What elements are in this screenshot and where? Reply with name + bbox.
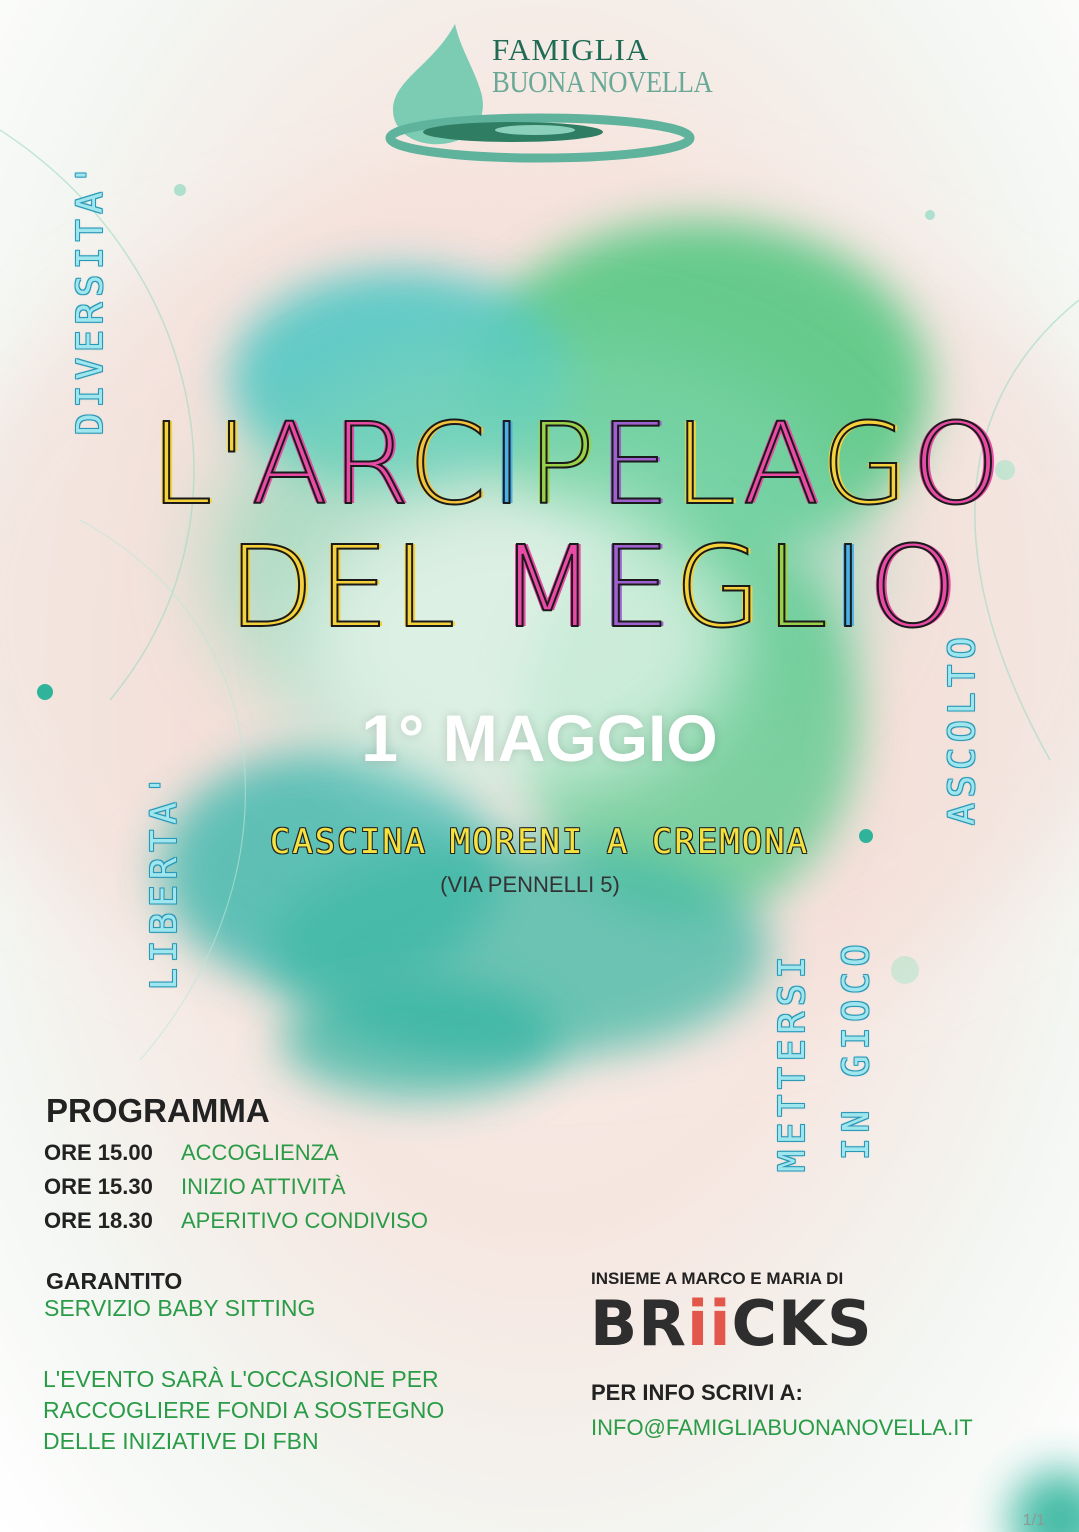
fundraising-line: DELLE INIZIATIVE DI FBN: [43, 1428, 319, 1454]
title-letter: P: [527, 400, 599, 530]
title-letter: C: [408, 400, 491, 530]
title-letter: L: [673, 400, 743, 530]
word-in-gioco: IN GIOCO: [836, 938, 877, 1160]
logo-text-buona-novella: BUONA NOVELLA: [492, 64, 713, 99]
fundraising-line: RACCOGLIERE FONDI A SOSTEGNO: [43, 1397, 445, 1423]
event-title-line1: [150, 400, 1004, 530]
info-label: PER INFO SCRIVI A:: [591, 1380, 803, 1405]
programma-activity: INIZIO ATTIVITÀ: [181, 1174, 346, 1199]
programma-row: [44, 1140, 339, 1166]
programma-heading: PROGRAMMA: [46, 1092, 270, 1129]
title-letter: M: [499, 523, 600, 653]
programma-row: [44, 1208, 428, 1234]
garantito-label: GARANTITO: [46, 1268, 183, 1294]
logo-text-famiglia: FAMIGLIA: [492, 32, 650, 67]
bricks-logo-ii: ii: [687, 1287, 732, 1360]
title-letter: L: [150, 400, 217, 530]
title-letter: G: [674, 523, 766, 653]
word-ascolto: ASCOLTO: [942, 631, 983, 825]
programma-activity: APERITIVO CONDIVISO: [181, 1208, 428, 1233]
bricks-logo-end: CKS: [731, 1287, 873, 1360]
title-letter: L: [765, 523, 832, 653]
programma-activity: ACCOGLIENZA: [181, 1140, 339, 1165]
title-letter: I: [831, 523, 869, 653]
title-letter: ': [216, 400, 252, 530]
title-letter: E: [318, 523, 394, 653]
partner-intro: INSIEME A MARCO E MARIA DI: [591, 1269, 844, 1288]
title-letter: A: [742, 400, 822, 530]
page-indicator: 1/1: [1022, 1512, 1045, 1529]
title-letter: O: [868, 523, 961, 653]
title-letter: L: [393, 523, 460, 653]
programma-row: [44, 1174, 346, 1200]
title-letter: I: [490, 400, 528, 530]
fundraising-line: L'EVENTO SARÀ L'OCCASIONE PER: [43, 1366, 439, 1392]
title-letter: R: [331, 400, 409, 530]
title-letter: [459, 523, 499, 653]
word-mettersi: METTERSI: [772, 950, 813, 1172]
fundraising-note: [43, 1364, 444, 1457]
programma-time: ORE 15.00: [44, 1140, 153, 1165]
title-letter: E: [599, 523, 675, 653]
title-letter: A: [251, 400, 332, 530]
title-letter: O: [912, 400, 1005, 530]
bricks-logo-start: BR: [590, 1287, 687, 1360]
event-venue: CASCINA MORENI A CREMONA: [269, 822, 810, 862]
word-diversita: DIVERSITA': [70, 158, 111, 435]
info-email[interactable]: INFO@FAMIGLIABUONANOVELLA.IT: [591, 1415, 973, 1440]
title-letter: G: [821, 400, 913, 530]
garantito-value: SERVIZIO BABY SITTING: [44, 1295, 316, 1321]
event-date: 1° MAGGIO: [361, 701, 718, 775]
event-title-line2: [228, 523, 961, 653]
programma-time: ORE 15.30: [44, 1174, 153, 1199]
title-letter: D: [228, 523, 319, 653]
bricks-logo: [590, 1287, 873, 1360]
event-address: (VIA PENNELLI 5): [440, 872, 620, 897]
word-liberta: LIBERTA': [144, 768, 185, 990]
title-letter: E: [598, 400, 674, 530]
programma-time: ORE 18.30: [44, 1208, 153, 1233]
